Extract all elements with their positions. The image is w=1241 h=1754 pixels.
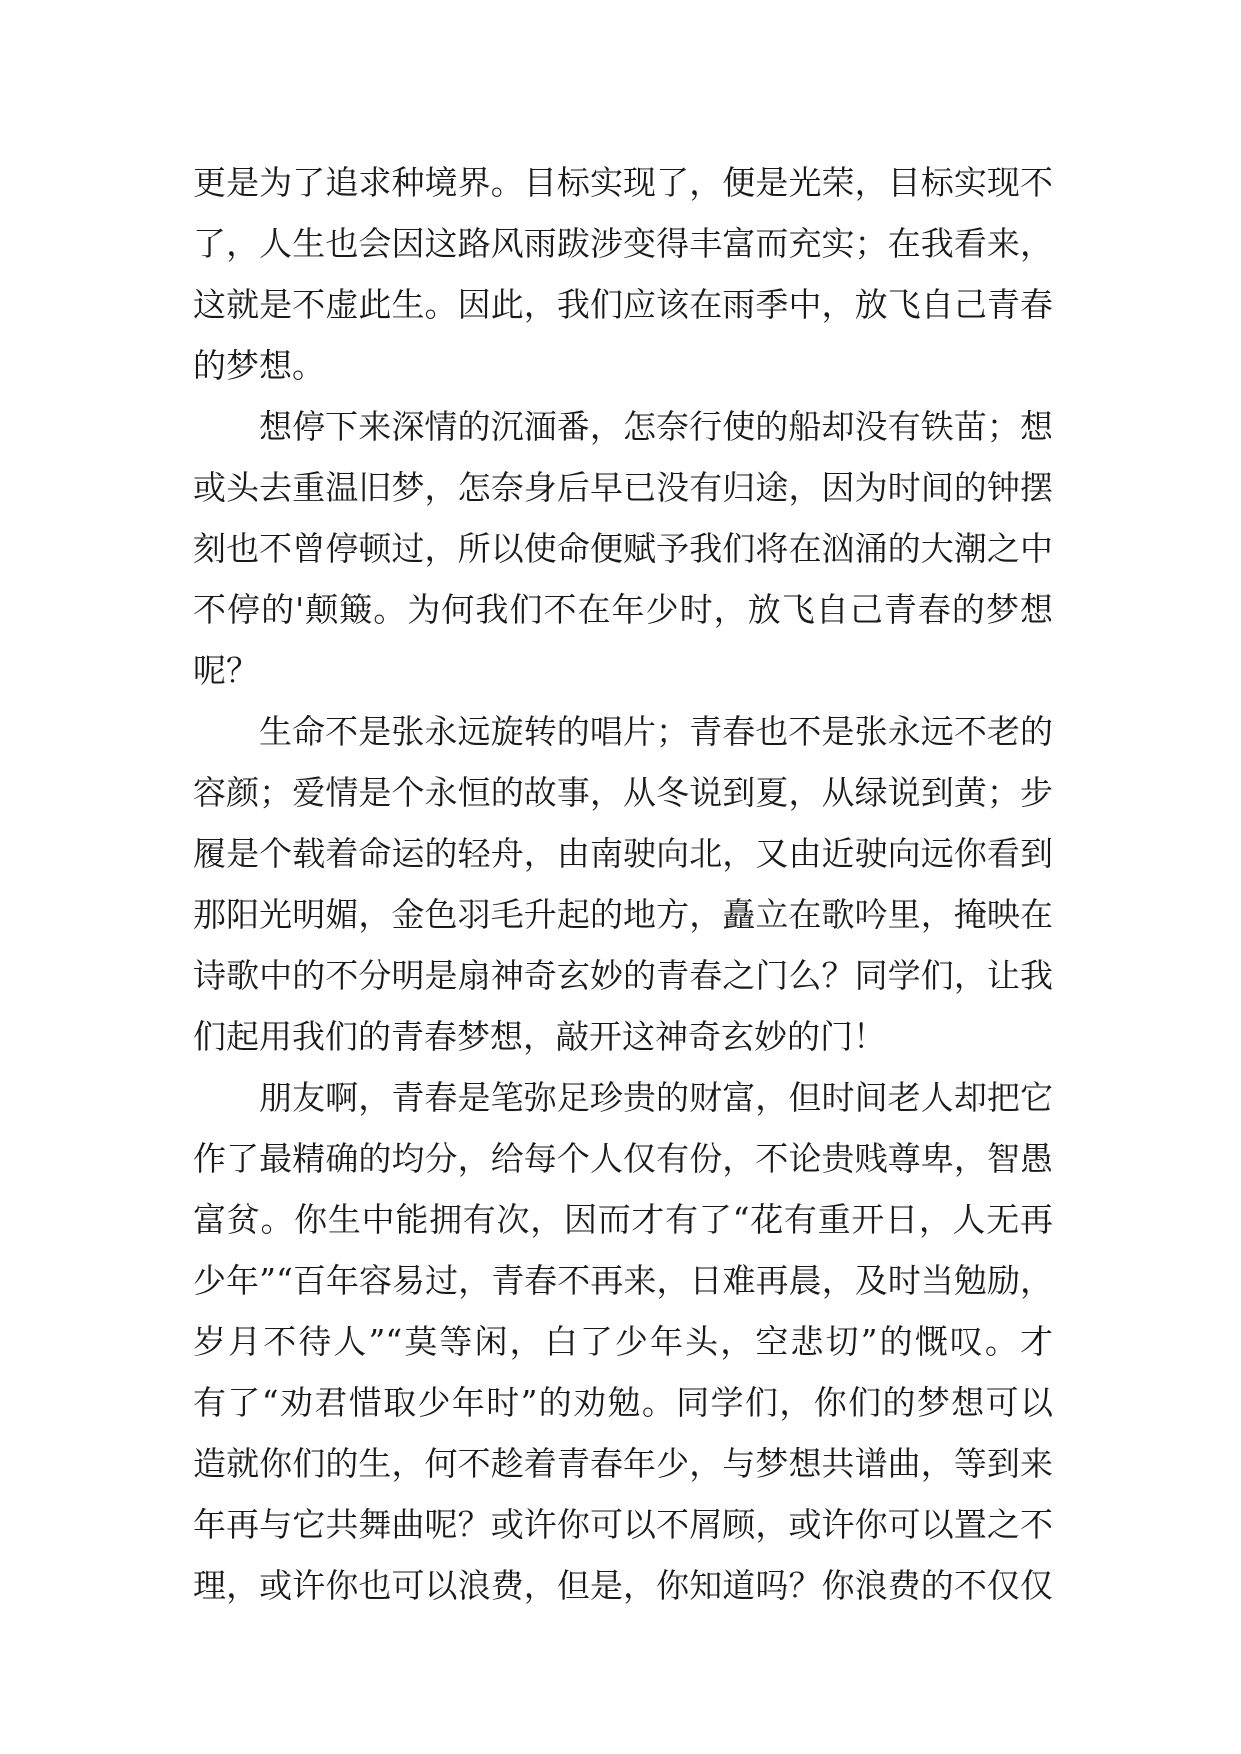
text-line: 富贫。你生中能拥有次，因而才有了“花有重开日，人无再 [193,1200,1053,1239]
text-line: 了，人生也会因这路风雨跋涉变得丰富而充实；在我看来， [193,224,1053,263]
text-line: 这就是不虚此生。因此，我们应该在雨季中，放飞自己青春 [193,285,1053,324]
text-line: 有了“劝君惜取少年时”的劝勉。同学们，你们的梦想可以 [193,1383,1053,1422]
text-line: 想停下来深情的沉湎番，怎奈行使的船却没有铁苗；想 [259,407,1053,446]
text-line: 作了最精确的均分，给每个人仅有份，不论贵贱尊卑，智愚 [193,1139,1053,1178]
text-line: 刻也不曾停顿过，所以使命便赋予我们将在汹涌的大潮之中 [193,529,1053,568]
text-line: 更是为了追求种境界。目标实现了，便是光荣，目标实现不 [193,163,1053,202]
text-line: 生命不是张永远旋转的唱片；青春也不是张永远不老的 [259,712,1053,751]
text-line: 少年”“百年容易过，青春不再来，日难再晨，及时当勉励， [193,1261,1053,1300]
text-line: 岁月不待人”“莫等闲，白了少年头，空悲切”的慨叹。才 [193,1322,1053,1361]
text-line: 那阳光明媚，金色羽毛升起的地方，矗立在歌吟里，掩映在 [193,895,1053,934]
text-line: 或头去重温旧梦，怎奈身后早已没有归途，因为时间的钟摆 [193,468,1053,507]
text-line: 造就你们的生，何不趁着青春年少，与梦想共谱曲，等到来 [193,1444,1053,1483]
text-line: 们起用我们的青春梦想，敲开这神奇玄妙的门！ [193,1017,886,1056]
text-line: 容颜；爱情是个永恒的故事，从冬说到夏，从绿说到黄；步 [193,773,1053,812]
text-line: 呢？ [193,651,259,690]
text-line: 朋友啊，青春是笔弥足珍贵的财富，但时间老人却把它 [259,1078,1053,1117]
text-line: 理，或许你也可以浪费，但是，你知道吗？你浪费的不仅仅 [193,1566,1053,1605]
text-line: 年再与它共舞曲呢？或许你可以不屑顾，或许你可以置之不 [193,1505,1053,1544]
text-line: 履是个载着命运的轻舟，由南驶向北，又由近驶向远你看到 [193,834,1053,873]
text-line: 不停的'颠簸。为何我们不在年少时，放飞自己青春的梦想 [193,590,1053,629]
text-line: 的梦想。 [193,346,325,385]
text-line: 诗歌中的不分明是扇神奇玄妙的青春之门么？同学们，让我 [193,956,1053,995]
body-text [193,152,1053,1616]
